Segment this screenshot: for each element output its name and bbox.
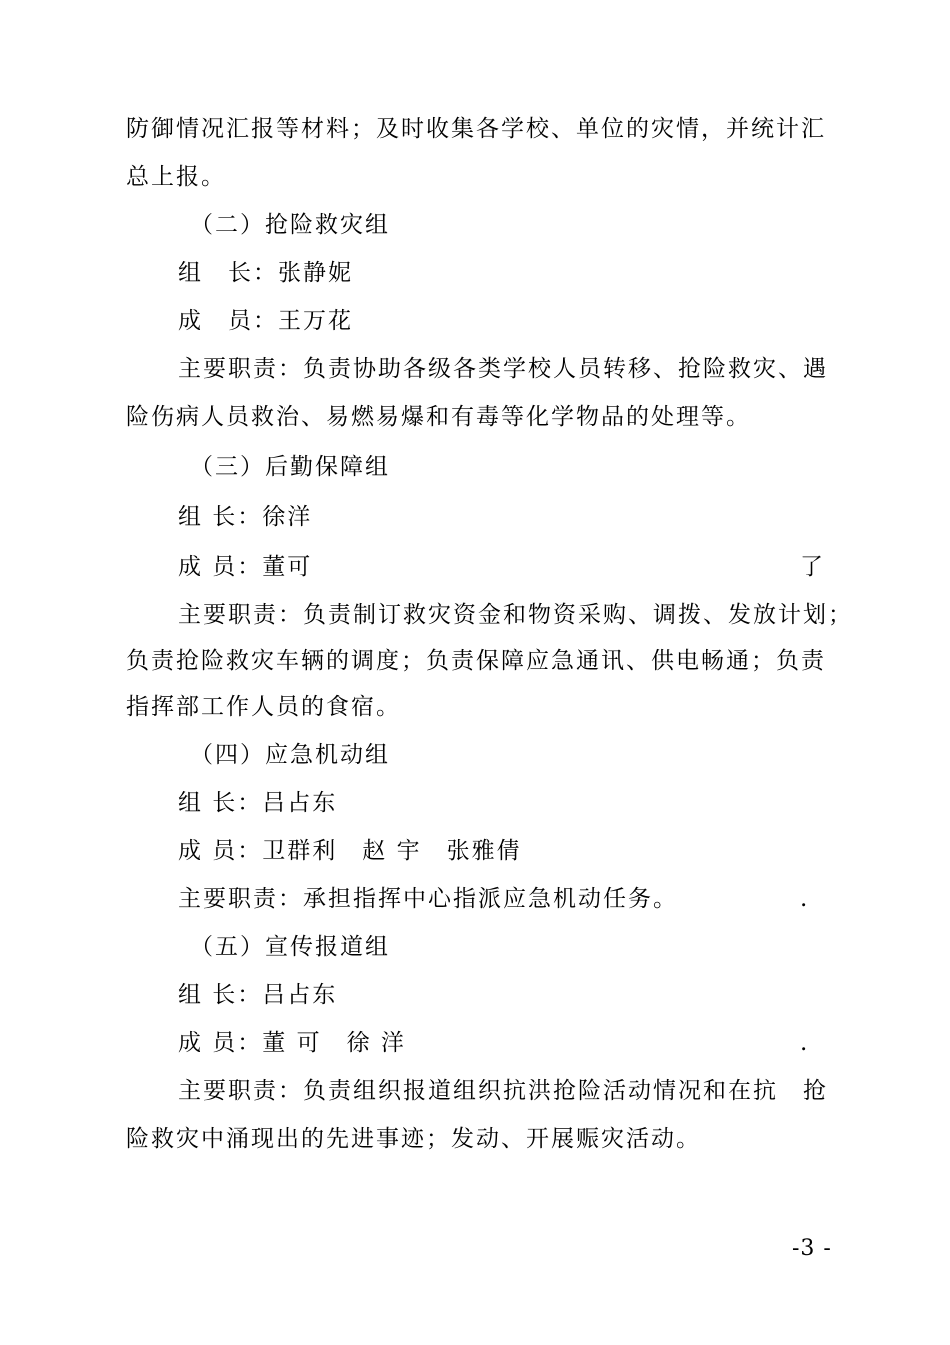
text-line-1: 防御情况汇报等材料；及时收集各学校、单位的灾情，并统计汇	[126, 116, 826, 142]
section-heading-mobile: （四）应急机动组	[190, 742, 390, 768]
text-line-2: 总上报。	[126, 164, 226, 190]
page-number: -3 -	[792, 1236, 832, 1261]
section-heading-rescue: （二）抢险救灾组	[190, 212, 390, 238]
mobile-members: 成 员：卫群利 赵 宇 张雅倩	[178, 838, 522, 864]
section-heading-publicity: （五）宣传报道组	[190, 934, 390, 960]
stray-mark: 了	[800, 554, 825, 580]
publicity-members: 成 员：董 可 徐 洋	[178, 1030, 406, 1056]
publicity-duties-line-1: 主要职责：负责组织报道组织抗洪抢险活动情况和在抗 抢	[178, 1078, 828, 1104]
rescue-duties-line-2: 险伤病人员救治、易燃易爆和有毒等化学物品的处理等。	[126, 404, 751, 430]
mobile-leader: 组 长：吕占东	[178, 790, 338, 816]
publicity-leader: 组 长：吕占东	[178, 982, 338, 1008]
logistics-leader: 组 长：徐洋	[178, 504, 313, 530]
section-heading-logistics: （三）后勤保障组	[190, 454, 390, 480]
logistics-duties-line-3: 指挥部工作人员的食宿。	[126, 694, 401, 720]
publicity-duties-line-2: 险救灾中涌现出的先进事迹；发动、开展赈灾活动。	[126, 1126, 701, 1152]
stray-dot-2: .	[800, 1030, 810, 1056]
logistics-duties-line-1: 主要职责：负责制订救灾资金和物资采购、调拨、发放计划；	[178, 602, 853, 628]
rescue-leader: 组 长：张静妮	[178, 260, 353, 286]
logistics-duties-line-2: 负责抢险救灾车辆的调度；负责保障应急通讯、供电畅通；负责	[126, 648, 826, 674]
mobile-duties: 主要职责：承担指挥中心指派应急机动任务。	[178, 886, 678, 912]
logistics-members: 成 员：董可	[178, 554, 313, 580]
rescue-duties-line-1: 主要职责：负责协助各级各类学校人员转移、抢险救灾、遇	[178, 356, 828, 382]
stray-dot-1: .	[800, 886, 810, 912]
rescue-members: 成 员：王万花	[178, 308, 353, 334]
